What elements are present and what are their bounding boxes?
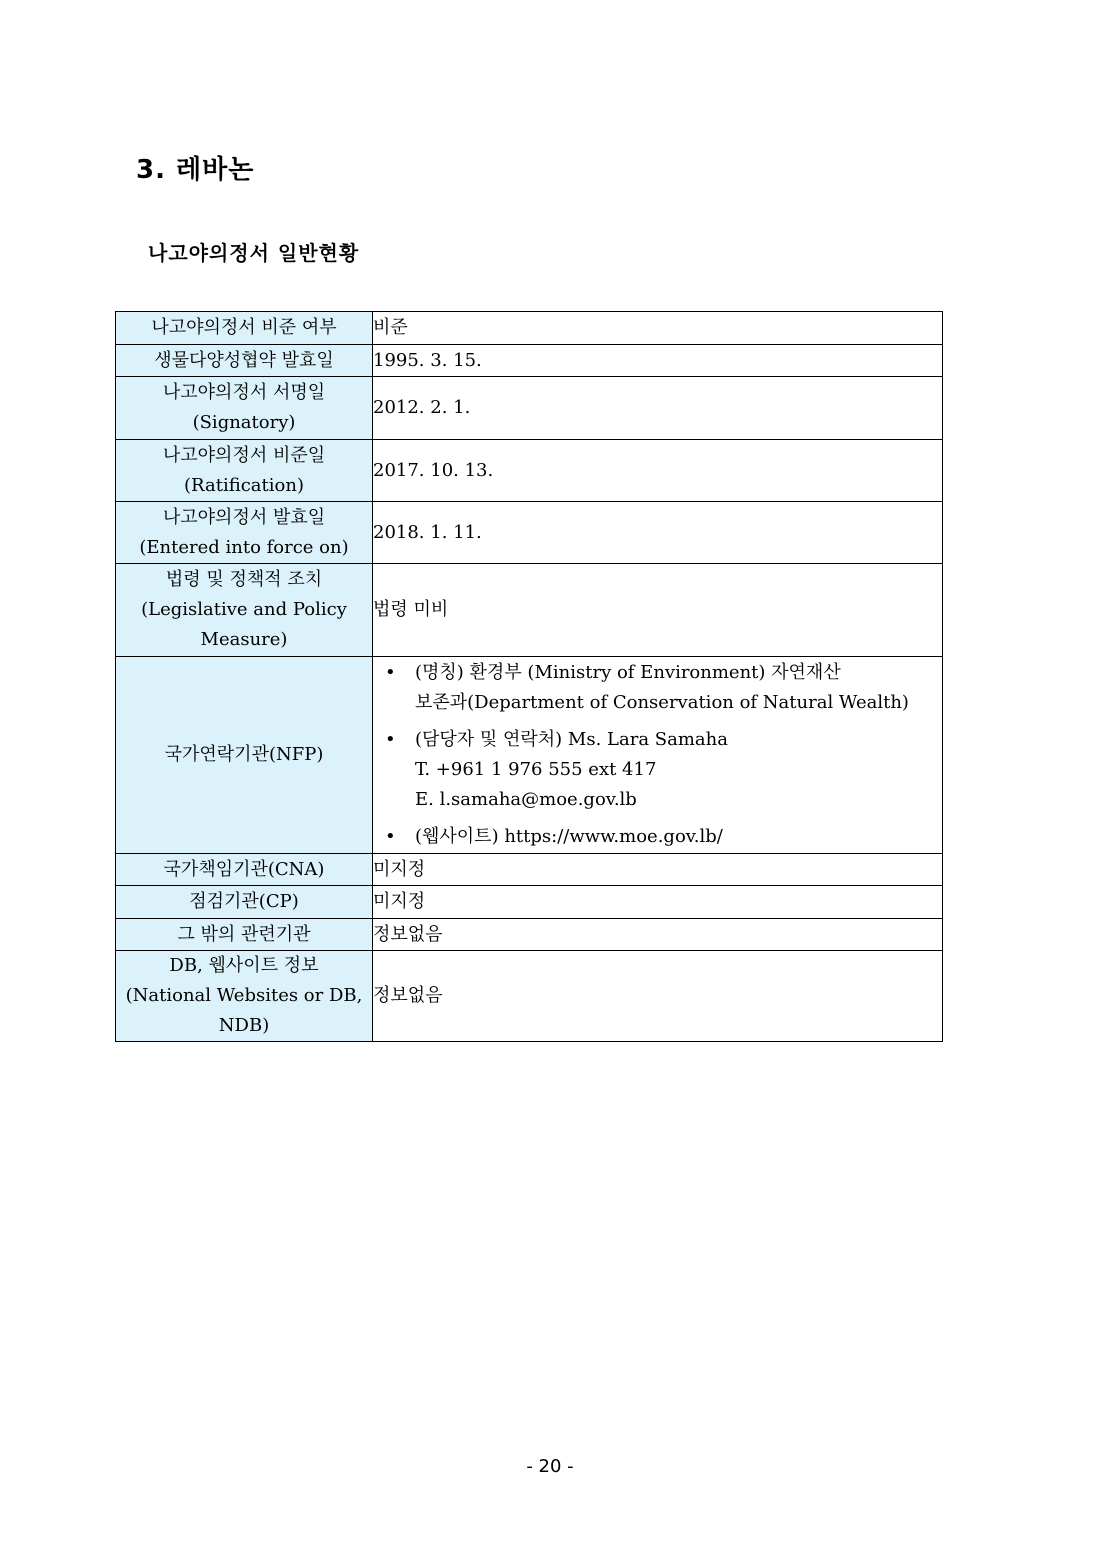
table-row — [116, 919, 943, 951]
list-item: • (명칭) 환경부 (Ministry of Environment) 자연재산 보존과(Department of Conservation of Natural Wealth) — [383, 658, 934, 718]
row-label-nfp: 국가연락기관(NFP) — [116, 657, 373, 854]
row-label-ratification-status: 나고야의정서 비준 여부 — [116, 312, 373, 345]
row-value-cna: 미지정 — [373, 854, 943, 886]
list-item: • (웹사이트) https://www.moe.gov.lb/ — [383, 822, 934, 852]
table-row — [116, 951, 943, 1042]
row-value-entry-into-force: 2018. 1. 11. — [373, 502, 943, 564]
row-value-nfp — [373, 657, 943, 854]
row-value-ndb: 정보없음 — [373, 951, 943, 1042]
row-label-signatory: 나고야의정서 서명일 (Signatory) — [116, 377, 373, 440]
row-value-other-agencies: 정보없음 — [373, 919, 943, 951]
row-value-legislative-measure: 법령 미비 — [373, 564, 943, 657]
row-value-cbd-entry-date: 1995. 3. 15. — [373, 345, 943, 377]
table-row — [116, 312, 943, 345]
nfp-list — [383, 658, 934, 852]
table-row — [116, 854, 943, 886]
row-label-other-agencies: 그 밖의 관련기관 — [116, 919, 373, 951]
list-item: • (담당자 및 연락처) Ms. Lara Samaha T. +961 1 976 555 ext 417 E. l.samaha@moe.gov.lb — [383, 725, 934, 815]
bullet-icon: • — [385, 662, 396, 683]
table-row — [116, 502, 943, 564]
general-status-table — [115, 311, 943, 1042]
table-row — [116, 886, 943, 919]
row-label-cbd-entry-date: 생물다양성협약 발효일 — [116, 345, 373, 377]
row-label-entry-into-force: 나고야의정서 발효일 (Entered into force on) — [116, 502, 373, 564]
row-label-cp: 점검기관(CP) — [116, 886, 373, 919]
bullet-icon: • — [385, 729, 396, 750]
table-row — [116, 564, 943, 657]
row-value-ratification-status: 비준 — [373, 312, 943, 345]
row-value-signatory: 2012. 2. 1. — [373, 377, 943, 440]
row-value-cp: 미지정 — [373, 886, 943, 919]
subtitle: 나고야의정서 일반현황 — [148, 241, 360, 265]
page-number: - 20 - — [526, 1456, 574, 1477]
row-label-ndb: DB, 웹사이트 정보 (National Websites or DB, NDB) — [116, 951, 373, 1042]
table-row — [116, 440, 943, 502]
bullet-icon: • — [385, 826, 396, 847]
table-row — [116, 345, 943, 377]
section-title: 3. 레바논 — [136, 155, 255, 185]
table-row — [116, 657, 943, 854]
row-label-legislative-measure: 법령 및 정책적 조치 (Legislative and Policy Measure) — [116, 564, 373, 657]
row-value-ratification: 2017. 10. 13. — [373, 440, 943, 502]
row-label-cna: 국가책임기관(CNA) — [116, 854, 373, 886]
table-row — [116, 377, 943, 440]
row-label-ratification: 나고야의정서 비준일 (Ratification) — [116, 440, 373, 502]
